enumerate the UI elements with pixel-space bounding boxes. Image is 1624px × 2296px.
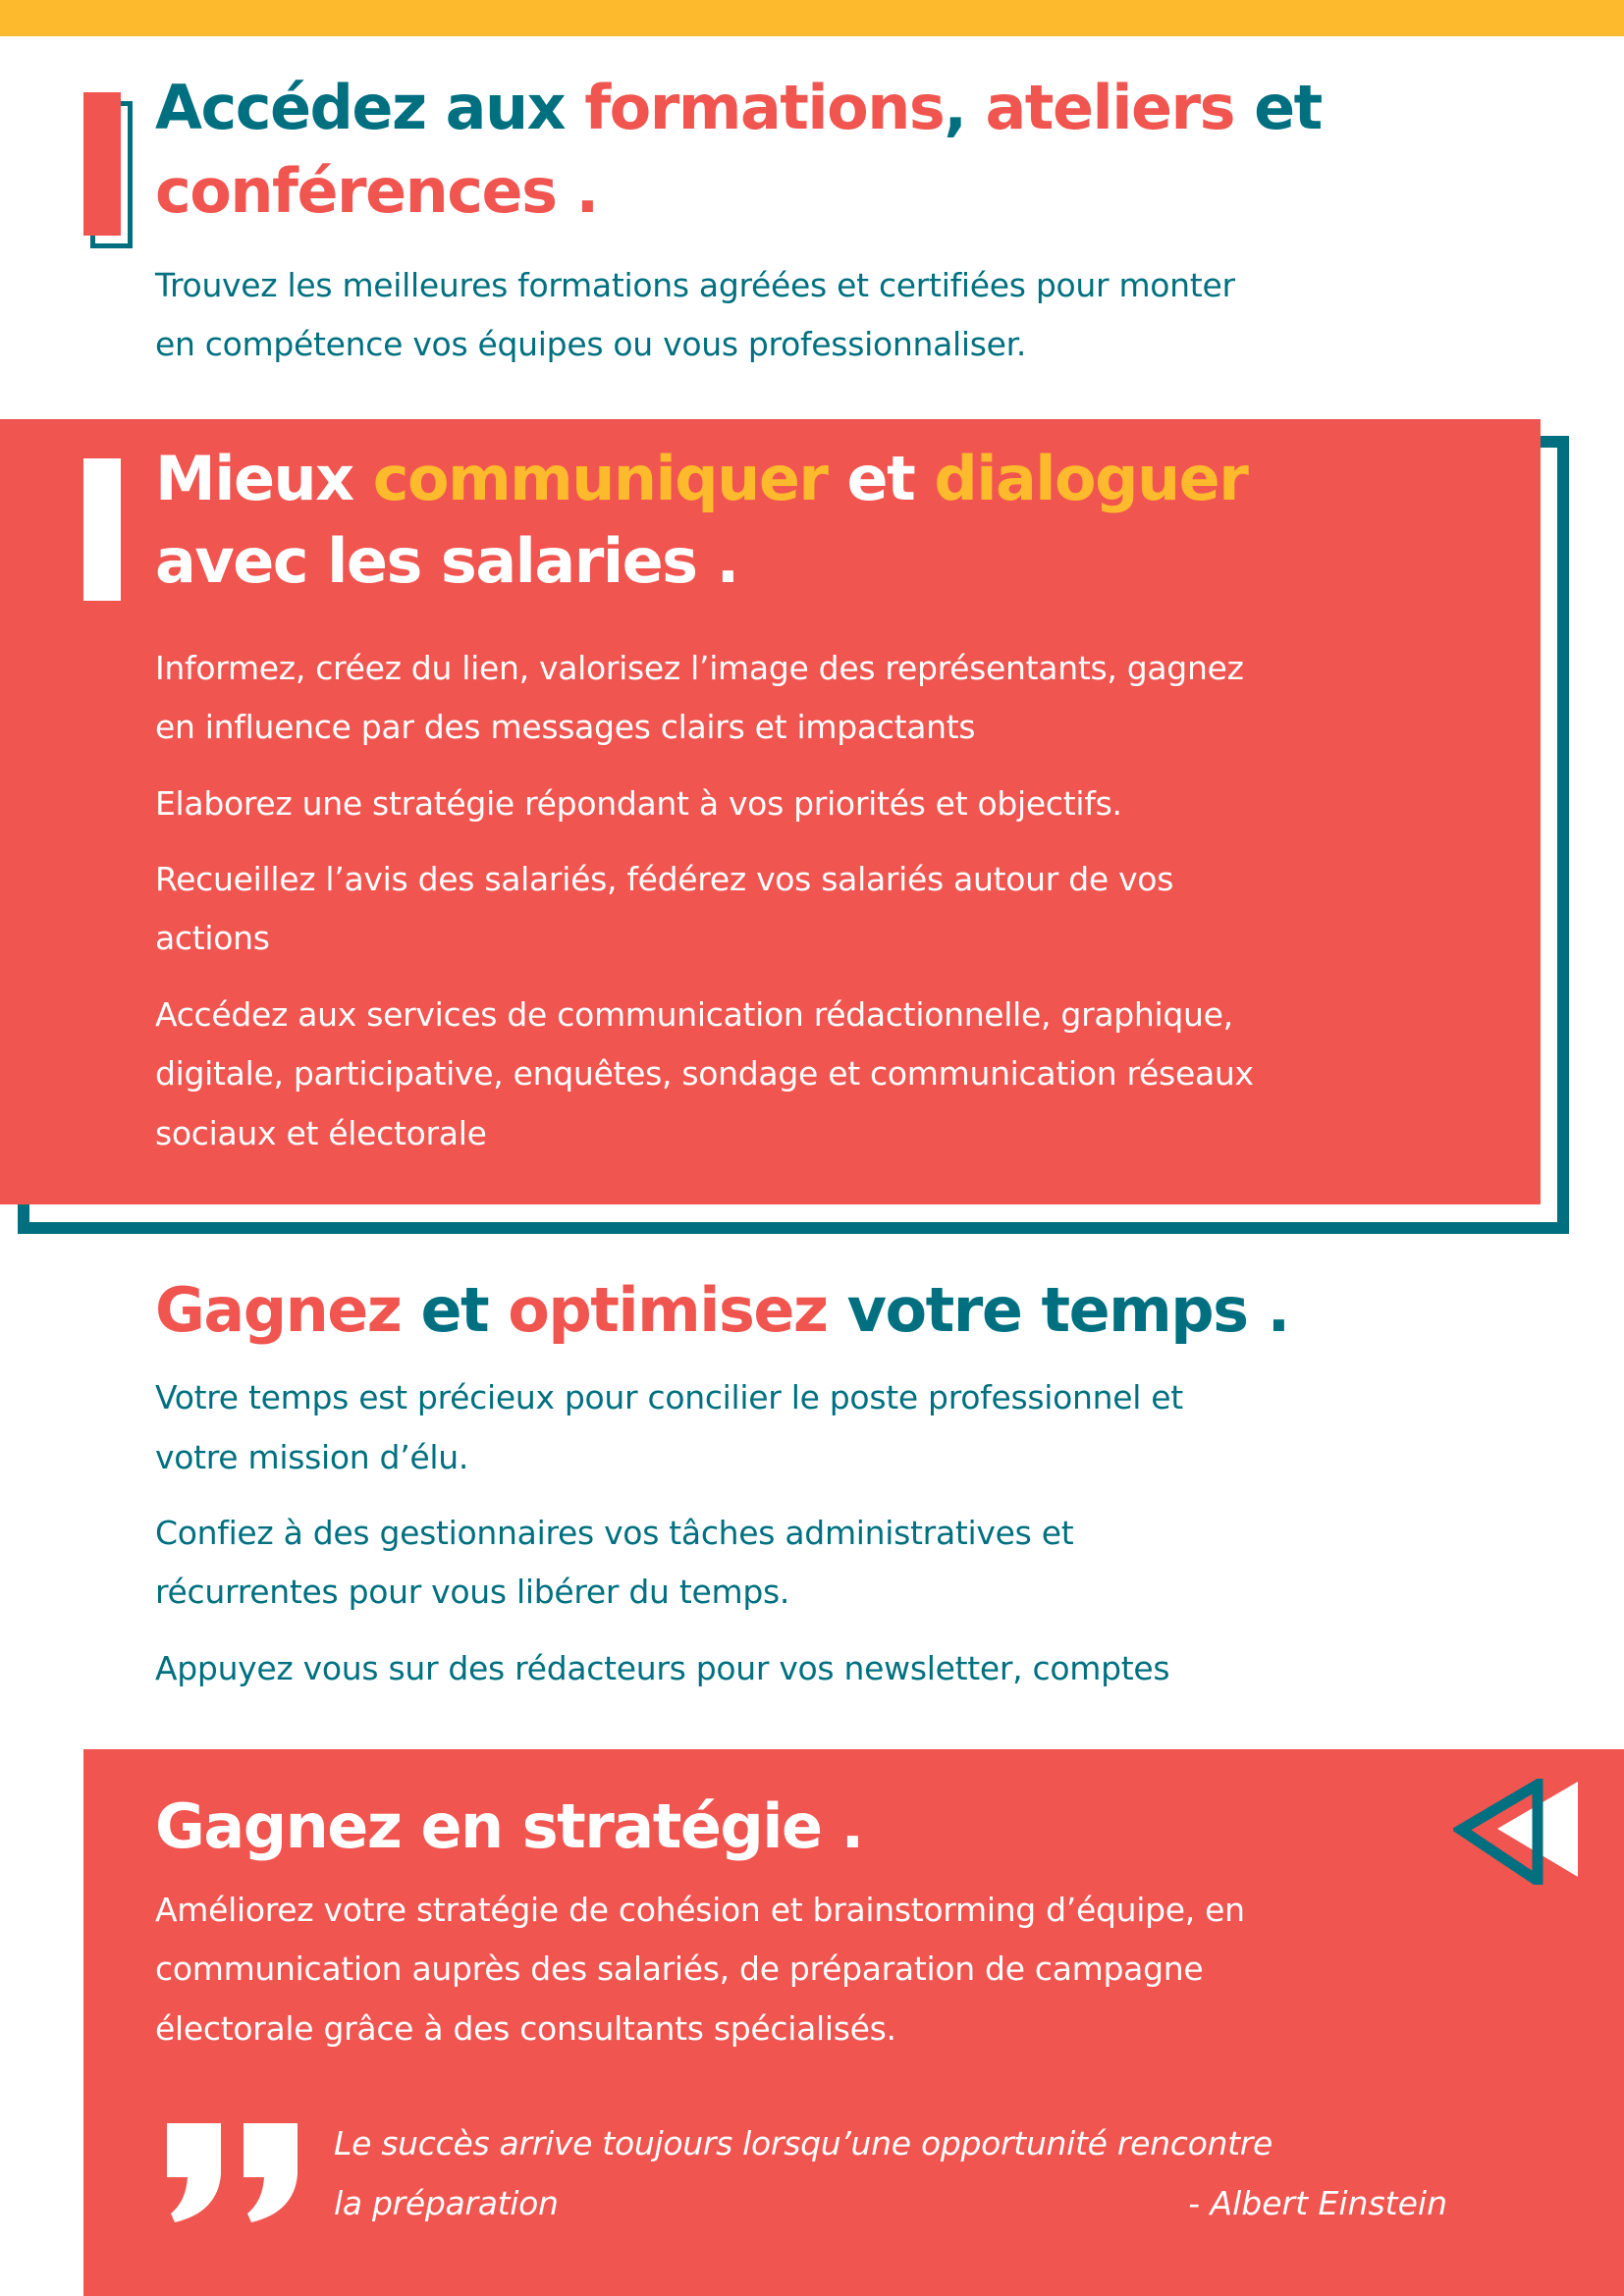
heading-segment: et xyxy=(1234,72,1322,143)
heading-segment: Accédez aux xyxy=(155,72,585,143)
bracket-bar-decoration xyxy=(83,458,121,601)
heading-segment: Mieux xyxy=(155,443,373,514)
heading-segment: Gagnez xyxy=(155,1274,402,1346)
section-heading-line xyxy=(155,437,1247,520)
section-heading-line xyxy=(155,1785,863,1868)
paragraph-line: Informez, créez du lien, valorisez l’image des représentants, gagnez xyxy=(155,649,1244,687)
heading-segment: dialoguer xyxy=(934,443,1248,514)
heading-segment: ateliers xyxy=(985,72,1235,143)
quote-text-line: la préparation xyxy=(334,2184,559,2222)
section-heading-line xyxy=(155,519,738,603)
paragraph-line: sociaux et électorale xyxy=(155,1114,487,1152)
paragraph-line: Elaborez une stratégie répondant à vos priorités et objectifs. xyxy=(155,784,1122,823)
quote-author: - Albert Einstein xyxy=(1188,2184,1447,2222)
paragraph-line: en compétence vos équipes ou vous professionnaliser. xyxy=(155,325,1027,363)
section-heading-line xyxy=(155,1268,1289,1352)
heading-segment: Gagnez en stratégie . xyxy=(155,1790,863,1862)
heading-segment: votre temps . xyxy=(827,1274,1289,1346)
paragraph-line: Appuyez vous sur des rédacteurs pour vos newsletter, comptes xyxy=(155,1649,1170,1687)
bracket-bar-decoration xyxy=(83,92,121,236)
paragraph-line: récurrentes pour vous libérer du temps. xyxy=(155,1573,790,1611)
paragraph-line: actions xyxy=(155,919,270,957)
heading-segment: avec les salaries . xyxy=(155,525,738,597)
paragraph-line: électorale grâce à des consultants spécialisés. xyxy=(155,2009,896,2048)
section-heading-line xyxy=(155,66,1322,149)
paragraph-line: digitale, participative, enquêtes, sondage et communication réseaux xyxy=(155,1054,1254,1093)
heading-segment: communiquer xyxy=(372,443,828,514)
quote-text-line: Le succès arrive toujours lorsqu’une opportunité rencontre xyxy=(334,2124,1273,2163)
paragraph-line: Confiez à des gestionnaires vos tâches administratives et xyxy=(155,1514,1074,1552)
paragraph-line: Améliorez votre stratégie de cohésion et brainstorming d’équipe, en xyxy=(155,1891,1245,1929)
heading-segment: formations xyxy=(584,72,945,143)
heading-segment: , xyxy=(944,72,986,143)
section-heading-line xyxy=(155,149,598,233)
top-accent-bar xyxy=(0,0,1624,36)
heading-segment: et xyxy=(401,1274,509,1346)
heading-segment: optimisez xyxy=(508,1274,828,1346)
paragraph-line: en influence par des messages clairs et impactants xyxy=(155,708,976,746)
heading-segment: et xyxy=(827,443,935,514)
paragraph-line: Votre temps est précieux pour concilier le poste professionnel et xyxy=(155,1378,1183,1416)
paragraph-line: communication auprès des salariés, de préparation de campagne xyxy=(155,1949,1204,1988)
paragraph-line: Recueillez l’avis des salariés, fédérez vos salariés autour de vos xyxy=(155,860,1174,898)
double-left-triangle-icon xyxy=(1453,1779,1581,1885)
paragraph-line: Trouvez les meilleures formations agréées et certifiées pour monter xyxy=(155,266,1235,304)
heading-segment: conférences . xyxy=(155,155,598,227)
paragraph-line: Accédez aux services de communication rédactionnelle, graphique, xyxy=(155,995,1233,1034)
paragraph-line: votre mission d’élu. xyxy=(155,1438,469,1476)
closing-quote-icon xyxy=(165,2120,302,2224)
